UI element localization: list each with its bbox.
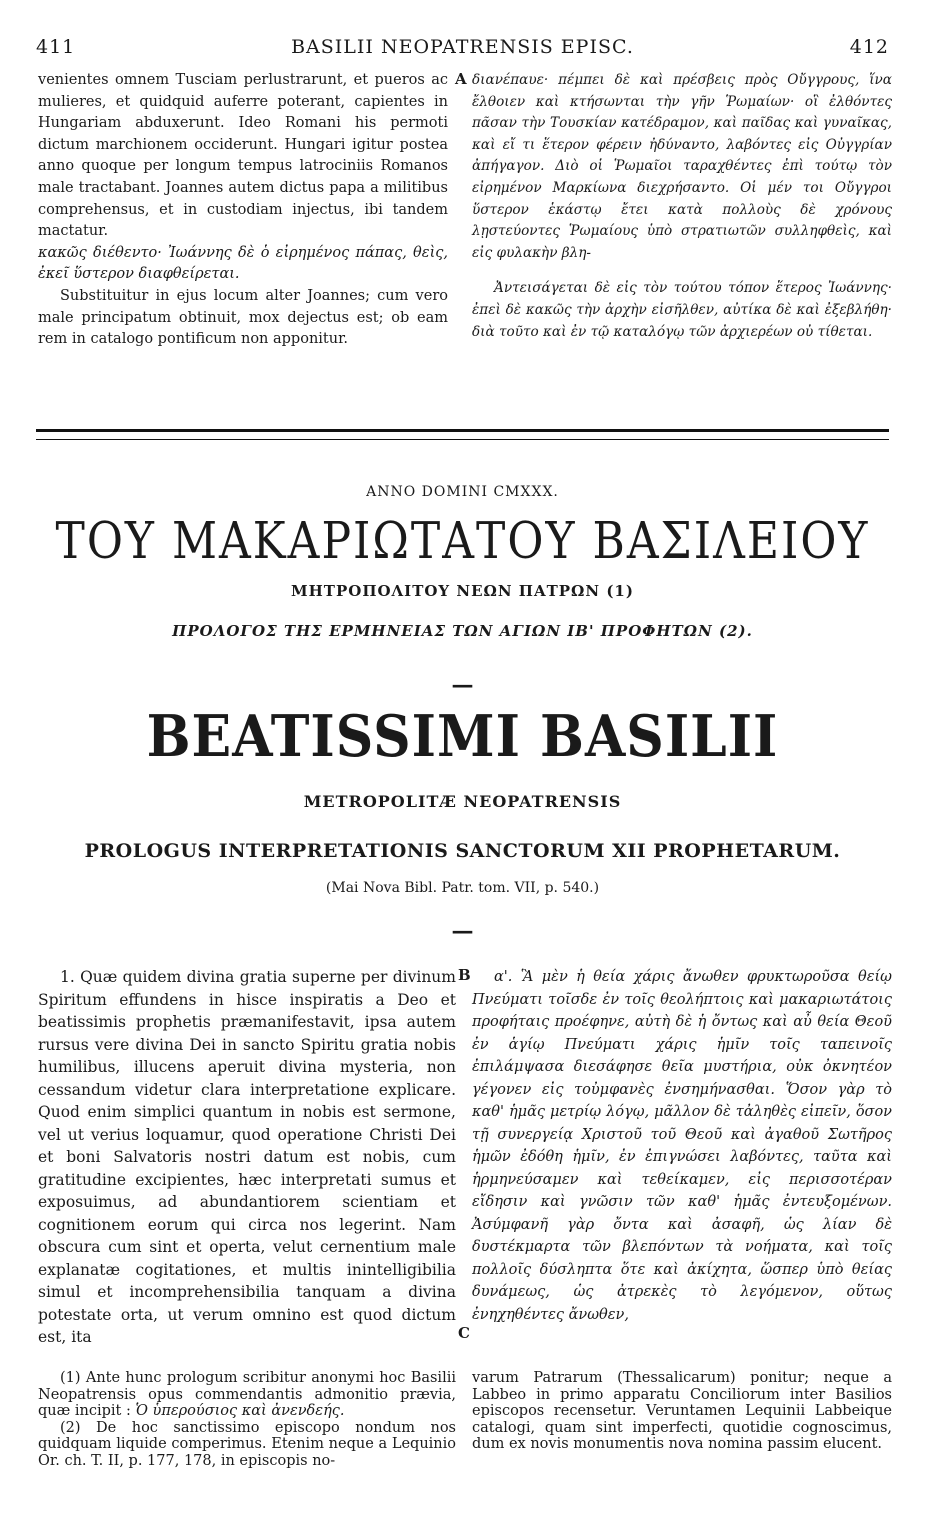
page-number-left: 411 [36,36,76,58]
page-number-right: 412 [849,36,889,58]
latin-title: BEATISSIMI BASILII [146,702,779,771]
latin-paragraph-2: Substituitur in ejus locum alter Joannes; cum vero male principatum obtinuit, mox dejectus est; ob eam rem in catalogo pontificum non apponitur. [38,287,448,348]
greek-title: ΤΟΥ ΜΑΚΑΡΙΩΤΑΤΟΥ ΒΑΣΙΛΕΙΟΥ [55,512,870,571]
margin-marker-a: A [455,70,467,88]
running-head [36,36,889,64]
title-dash-2: — [451,918,474,944]
greek-subtitle-1: ΜΗΤΡΟΠΟΛΙΤΟΥ ΝΕΩΝ ΠΑΤΡΩΝ (1) [291,582,634,600]
footnote-1-greek: Ὁ ὑπερούσιος καὶ ἀνενδεής. [135,1403,345,1420]
anno-line: ANNO DOMINI CMXXX. [366,484,559,500]
greek-paragraph-2: Ἀντεισάγεται δὲ εἰς τὸν τούτου τόπον ἕτερος Ἰωάννης· ἐπεὶ δὲ κακῶς τὴν ἀρχὴν εἰσῆλθεν, αὐτίκα δὲ καὶ ἐξεβλήθη· διὰ τοῦτο καὶ ἐν τῷ καταλόγῳ τῶν ἀρχιερέων οὐ τίθεται. [472,280,892,340]
greek-paragraph-1: διανέπαυε· πέμπει δὲ καὶ πρέσβεις πρὸς Οὔγγρους, ἵνα ἔλθοιεν καὶ κτήσωνται τὴν γῆν Ῥωμαίων· οἳ ἐλθόντες πᾶσαν τὴν Τουσκίαν κατέδραμον, καὶ παῖδας καὶ γυναῖκας, καὶ εἴ τι ἕτερον φέρειν ἠδύναντο, λαβόντες εἰς Οὐγγρίαν ἀπήγαγον. Διὸ οἱ Ῥωμαῖοι ταραχθέντες ἐπὶ τούτῳ τὸν εἰρημένον Μαρκίωνα διεχρήσαντο. Οἱ μέν τοι Οὔγγροι ὕστερον ἑκάστῳ ἔτει κατὰ πολλοὺς δὲ χρόνους λῃστεύοντες Ῥωμαίους ὑπὸ στρατιωτῶν συλληφθεὶς, καὶ εἰς φυλακὴν βλη- [472,72,892,261]
latin-paragraph-1: venientes omnem Tusciam perlustrarunt, et pueros ac mulieres, et quidquid auferre poterant, capientes in Hungariam abduxerunt. Ideo Romani his permoti dictum marchionem occiderunt. Hungari igitur postea anno quoque per longum tempus latrociniis Romanos male tractabant. Joannes autem dictus papa a militibus comprehensus, et in custodiam injectus, ibi tandem mactatur. [38,72,448,240]
latin-column-main [38,966,456,1349]
latin-main-text: 1. Quæ quidem divina gratia superne per divinum Spiritum effundens in hisce inspiratis a Deo et beatissimis prophetis præmanifestavit, ipsa autem rursus vere divina Dei in sancto Spiritu gratia nobis humilibus, illucens aperuit divina mysteria, non cessandum videtur clara interpretatione explicare. Quod enim simplici quantum in nobis est sermone, vel ut verius loquamur, quod operatione Christi Dei et boni Salvatoris nostri datum est nobis, cum gratitudine excipientes, hæc interpretati sumus et exposuimus, ad abundantiorem scientiam et cognitionem eorum qui circa nos legerint. Nam obscura cum sint et operta, velut cernentium male explanatæ cogitationes, et multis inintelligibilia simul et incomprehensibilia tanquam a divina potestate orta, ut verum omnino est quod dictum est, ita [38,968,456,1346]
footnotes-left [38,1370,456,1470]
latin-column-top [38,70,448,351]
source-reference: (Mai Nova Bibl. Patr. tom. VII, p. 540.) [325,880,600,896]
title-dash: — [451,672,474,698]
section-divider [36,429,889,440]
latin-subtitle-1: METROPOLITÆ NEOPATRENSIS [303,792,622,811]
greek-main-text: α'. Ἃ μὲν ἡ θεία χάρις ἄνωθεν φρυκτωροῦσα θείῳ Πνεύματι τοῖσδε ἐν τοῖς θεολήπτοις καὶ μακαριωτάτοις προφήταις προέφηνε, αὐτὴ δὲ ἡ ὄντως καὶ αὖ θεία Θεοῦ ἐν ἁγίῳ Πνεύματι χάρις ἡμῖν τοῖς ταπεινοῖς ἐπιλάμψασα διεσάφησε θεῖα μυστήρια, οὐκ ὀκνητέον γέγονεν εἰς τοὐμφανὲς ἐνσημήνασθαι. Ὅσον γὰρ τὸ καθ' ἡμᾶς μετρίῳ λόγῳ, μᾶλλον δὲ τἀληθὲς εἰπεῖν, ὅσον τῇ συνεργείᾳ Χριστοῦ τοῦ Θεοῦ καὶ ἀγαθοῦ Σωτῆρος ἡμῶν ἐδόθη ἡμῖν, ἐν ἐπιγνώσει λαβόντες, ταῦτα καὶ ἡρμηνεύσαμεν καὶ τεθείκαμεν, εἰς περισσοτέραν εἴδησιν καὶ γνῶσιν τῶν καθ' ἡμᾶς ἐντευξομένων. Ἀσύμφανῆ γὰρ ὄντα καὶ ἀσαφῆ, ὡς λίαν δὲ δυστέκμαρτα τῶν βλεπόντων τὰ νοήματα, καὶ τοῖς πολλοῖς δύσληπτα ὅτε καὶ ἀκίχητα, ὥσπερ ὑπὸ θείας δυνάμεως, ὡς ἀτρεκὲς τὸ λεγόμενον, οὕτως ἐνηχηθέντες ἄνωθεν, [472,969,892,1323]
greek-column-main [472,966,892,1326]
footnotes-right [472,1370,892,1453]
margin-marker-b: B [458,966,471,984]
footnote-1-text: (1) Ante hunc prologum scribitur anonymi hoc Basilii Neopatrensis opus commendantis admonitio prævia, quæ incipit : [38,1370,456,1420]
margin-marker-c: C [458,1324,470,1342]
greek-subtitle-2: ΠΡΟΛΟΓΟΣ ΤΗΣ ΕΡΜΗΝΕΙΑΣ ΤΩΝ ΑΓΙΩΝ ΙΒ' ΠΡΟΦΗΤΩΝ (2). [172,622,753,640]
footnote-2: (2) De hoc sanctissimo episcopo nondum nos quidquam liquide comperimus. Etenim neque a Lequinio Or. ch. T. II, p. 177, 178, in episcopis no- [38,1419,456,1469]
footnote-2-continued: varum Patrarum (Thessalicarum) ponitur; neque a Labbeo in primo apparatu Conciliorum inter Basilios episcopos recensetur. Veruntamen Lequinii Labbeique catalogi, quam sint imperfecti, quotidie cognoscimus, dum ex novis monumentis nova nomina passim elucent. [472,1370,892,1453]
latin-greek-continuation: κακῶς διέθεντο· Ἰωάννης δὲ ὁ εἰρημένος πάπας, θεὶς, ἐκεῖ ὕστερον διαφθείρεται. [38,244,448,283]
greek-column-top [472,70,892,343]
running-title: BASILII NEOPATRENSIS EPISC. [291,36,634,58]
latin-subtitle-2: PROLOGUS INTERPRETATIONIS SANCTORUM XII PROPHETARUM. [84,840,841,862]
footnote-1 [38,1370,456,1420]
